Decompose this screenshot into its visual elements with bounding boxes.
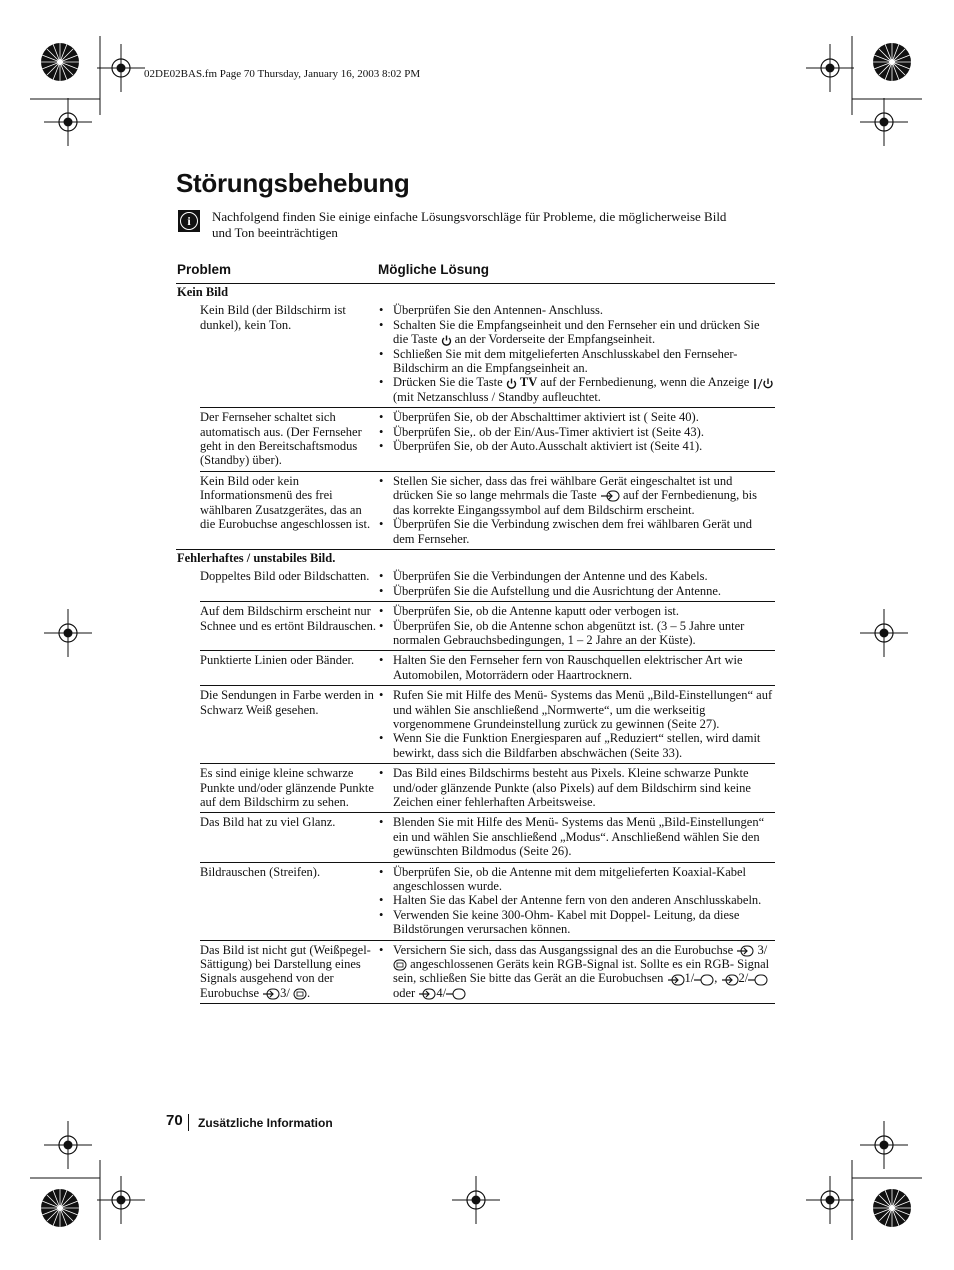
input-select-icon — [600, 490, 620, 502]
solution-item: • Blenden Sie mit Hilfe des Menü- Systems das Menü „Bild-Einstellungen“ ein und wählen Sie anschließend „Modus“. Anschließend wählen Sie den gewünschten Bildmodus (Seite 26). — [378, 815, 775, 858]
solution-list — [378, 766, 775, 809]
footer-divider — [188, 1114, 189, 1131]
page-number: 70 — [166, 1112, 183, 1129]
solution-list — [378, 815, 775, 858]
solution-item: • Halten Sie das Kabel der Antenne fern von den anderen Anschlusskabeln. — [378, 893, 775, 907]
table-row — [200, 763, 775, 812]
solution-list — [378, 569, 775, 598]
troubleshooting-table — [176, 261, 775, 1004]
table-row — [200, 862, 775, 940]
solution-item: • Halten Sie den Fernseher fern von Rauschquellen elektrischer Art wie Automobilen, Motorrädern oder Haartrocknern. — [378, 653, 775, 682]
solution-item: • Überprüfen Sie, ob die Antenne kaputt oder verbogen ist. — [378, 604, 775, 618]
header-problem: Problem — [177, 262, 232, 277]
solution-item: • Versichern Sie sich, dass das Ausgangssignal des an die Eurobuchse 3/ angeschlossenen Geräts kein RGB-Signal ist. Sollte es ein RGB- Signal sein, schließen Sie bitte das Gerät an die Eurobuchsen 1/ , 2/ oder 4/ — [378, 943, 775, 1001]
intro-text: Nachfolgend finden Sie einige einfache Lösungsvorschläge für Probleme, die möglicherweise Bild und Ton beeinträchtigen — [212, 209, 727, 240]
problem-cell: Es sind einige kleine schwarze Punkte und/oder glänzende Punkte auf dem Bildschirm zu sehen. — [200, 766, 374, 809]
solution-item: • Drücken Sie die Taste TV auf der Fernbedienung, wenn die Anzeige (mit Netzanschluss / Standby aufleuchtet. — [378, 375, 775, 404]
solution-item: • Überprüfen Sie die Verbindungen der Antenne und des Kabels. — [378, 569, 775, 583]
solution-item: • Überprüfen Sie die Verbindung zwischen dem frei wählbaren Gerät und dem Fernseher. — [378, 517, 775, 546]
section-heading: Fehlerhaftes / unstabiles Bild. — [176, 549, 775, 567]
solution-item: • Schalten Sie die Empfangseinheit und den Fernseher ein und drücken Sie die Taste an der Vorderseite der Empfangseinheit. — [378, 318, 775, 347]
scart-output-icon — [694, 974, 714, 986]
table-row — [200, 650, 775, 685]
table-row — [200, 567, 775, 601]
solution-item: • Überprüfen Sie, ob die Antenne schon abgenützt ist. (3 – 5 Jahre unter normalen Gebrauchsbedingungen, 1 – 2 Jahre an der Küste). — [378, 619, 775, 648]
power-icon — [441, 335, 452, 346]
problem-cell: Das Bild hat zu viel Glanz. — [200, 815, 336, 830]
table-row — [200, 471, 775, 549]
table-row — [200, 301, 775, 407]
table-row — [200, 407, 775, 471]
problem-cell: Kein Bild (der Bildschirm ist dunkel), kein Ton. — [200, 303, 346, 332]
scart-input-icon — [721, 974, 739, 986]
scart-input-icon — [736, 945, 754, 957]
solution-list — [378, 474, 775, 546]
section-heading: Kein Bild — [177, 285, 229, 299]
problem-cell: Das Bild ist nicht gut (Weißpegel- Sättigung) bei Darstellung eines Signals ausgehend von der Eurobuchse 3/ . — [200, 942, 371, 1000]
problem-cell: Doppeltes Bild oder Bildschatten. — [200, 569, 370, 584]
problem-cell: Der Fernseher schaltet sich automatisch aus. (Der Fernseher geht in den Bereitschaftsmodus (Standby) über). — [200, 410, 362, 468]
info-icon: i — [178, 210, 200, 232]
solution-item: • Überprüfen Sie,. ob der Ein/Aus-Timer aktiviert ist (Seite 43). — [378, 425, 775, 439]
solution-list — [378, 604, 775, 647]
problem-cell: Die Sendungen in Farbe werden in Schwarz Weiß gesehen. — [200, 688, 374, 717]
file-info: 02DE02BAS.fm Page 70 Thursday, January 16, 2003 8:02 PM — [144, 68, 421, 80]
solution-item: • Überprüfen Sie, ob die Antenne mit dem mitgelieferten Koaxial-Kabel angeschlossen wurde. — [378, 865, 775, 894]
solution-list — [378, 943, 775, 1001]
solution-item: • Rufen Sie mit Hilfe des Menü- Systems das Menü „Bild-Einstellungen“ auf und wählen Sie anschließend „Normwerte“, um die werkseitig vorgenommene Grundeinstellung zurück zu gewinnen (Seite 27). — [378, 688, 775, 731]
solution-list — [378, 653, 775, 682]
solution-item: • Verwenden Sie keine 300-Ohm- Kabel mit Doppel- Leitung, da diese Bildstörungen verursachen können. — [378, 908, 775, 937]
table-row — [200, 685, 775, 763]
solution-list — [378, 303, 775, 404]
solution-item: • Wenn Sie die Funktion Energiesparen auf „Reduziert“ stellen, wird damit bewirkt, dass sich die Bildfarben abschwächen (Seite 33). — [378, 731, 775, 760]
page-title: Störungsbehebung — [176, 168, 410, 198]
solution-item: • Überprüfen Sie die Aufstellung und die Ausrichtung der Antenne. — [378, 584, 775, 598]
table-bottom-rule — [200, 1003, 775, 1004]
table-row — [200, 601, 775, 650]
solution-item: • Überprüfen Sie, ob der Abschalttimer aktiviert ist ( Seite 40). — [378, 410, 775, 424]
table-header — [176, 261, 775, 284]
scart-output-icon — [748, 974, 768, 986]
problem-cell: Kein Bild oder kein Informationsmenü des frei wählbaren Zusatzgerätes, das an die Eurobuchse angeschlossen ist. — [200, 473, 371, 532]
scart-input-icon — [418, 988, 436, 1000]
scart-output-icon — [293, 988, 307, 1000]
solution-list — [378, 688, 775, 760]
scart-output-icon — [446, 988, 466, 1000]
solution-item: • Schließen Sie mit dem mitgelieferten Anschlusskabel den Fernseher- Bildschirm an die Empfangseinheit an. — [378, 347, 775, 376]
power-icon — [506, 378, 517, 389]
problem-cell: Bildrauschen (Streifen). — [200, 864, 321, 879]
problem-cell: Punktierte Linien oder Bänder. — [200, 653, 355, 668]
solution-item: • Überprüfen Sie, ob der Auto.Ausschalt aktiviert ist (Seite 41). — [378, 439, 775, 453]
solution-list — [378, 410, 775, 468]
scart-output-icon — [393, 959, 407, 971]
footer-section: Zusätzliche Information — [198, 1116, 333, 1130]
solution-list — [378, 865, 775, 937]
scart-input-icon — [262, 988, 280, 1000]
solution-item: • Das Bild eines Bildschirms besteht aus Pixels. Kleine schwarze Punkte und/oder glänzende Punkte (also Pixels) auf dem Bildschirm sind keine Zeichen einer fehlerhaften Arbeitsweise. — [378, 766, 775, 809]
header-solution: Mögliche Lösung — [378, 262, 489, 277]
problem-cell: Auf dem Bildschirm erscheint nur Schnee und es ertönt Bildrauschen. — [200, 604, 376, 633]
table-row — [200, 812, 775, 861]
scart-input-icon — [667, 974, 685, 986]
standby-indicator-icon — [752, 378, 774, 390]
table-row — [200, 940, 775, 1004]
solution-item: • Stellen Sie sicher, dass das frei wählbare Gerät eingeschaltet ist und drücken Sie so lange mehrmals die Taste auf der Fernbedienung, bis das korrekte Eingangssymbol auf dem Bildschirm erscheint. — [378, 474, 775, 517]
solution-item: • Überprüfen Sie den Antennen- Anschluss. — [378, 303, 775, 317]
